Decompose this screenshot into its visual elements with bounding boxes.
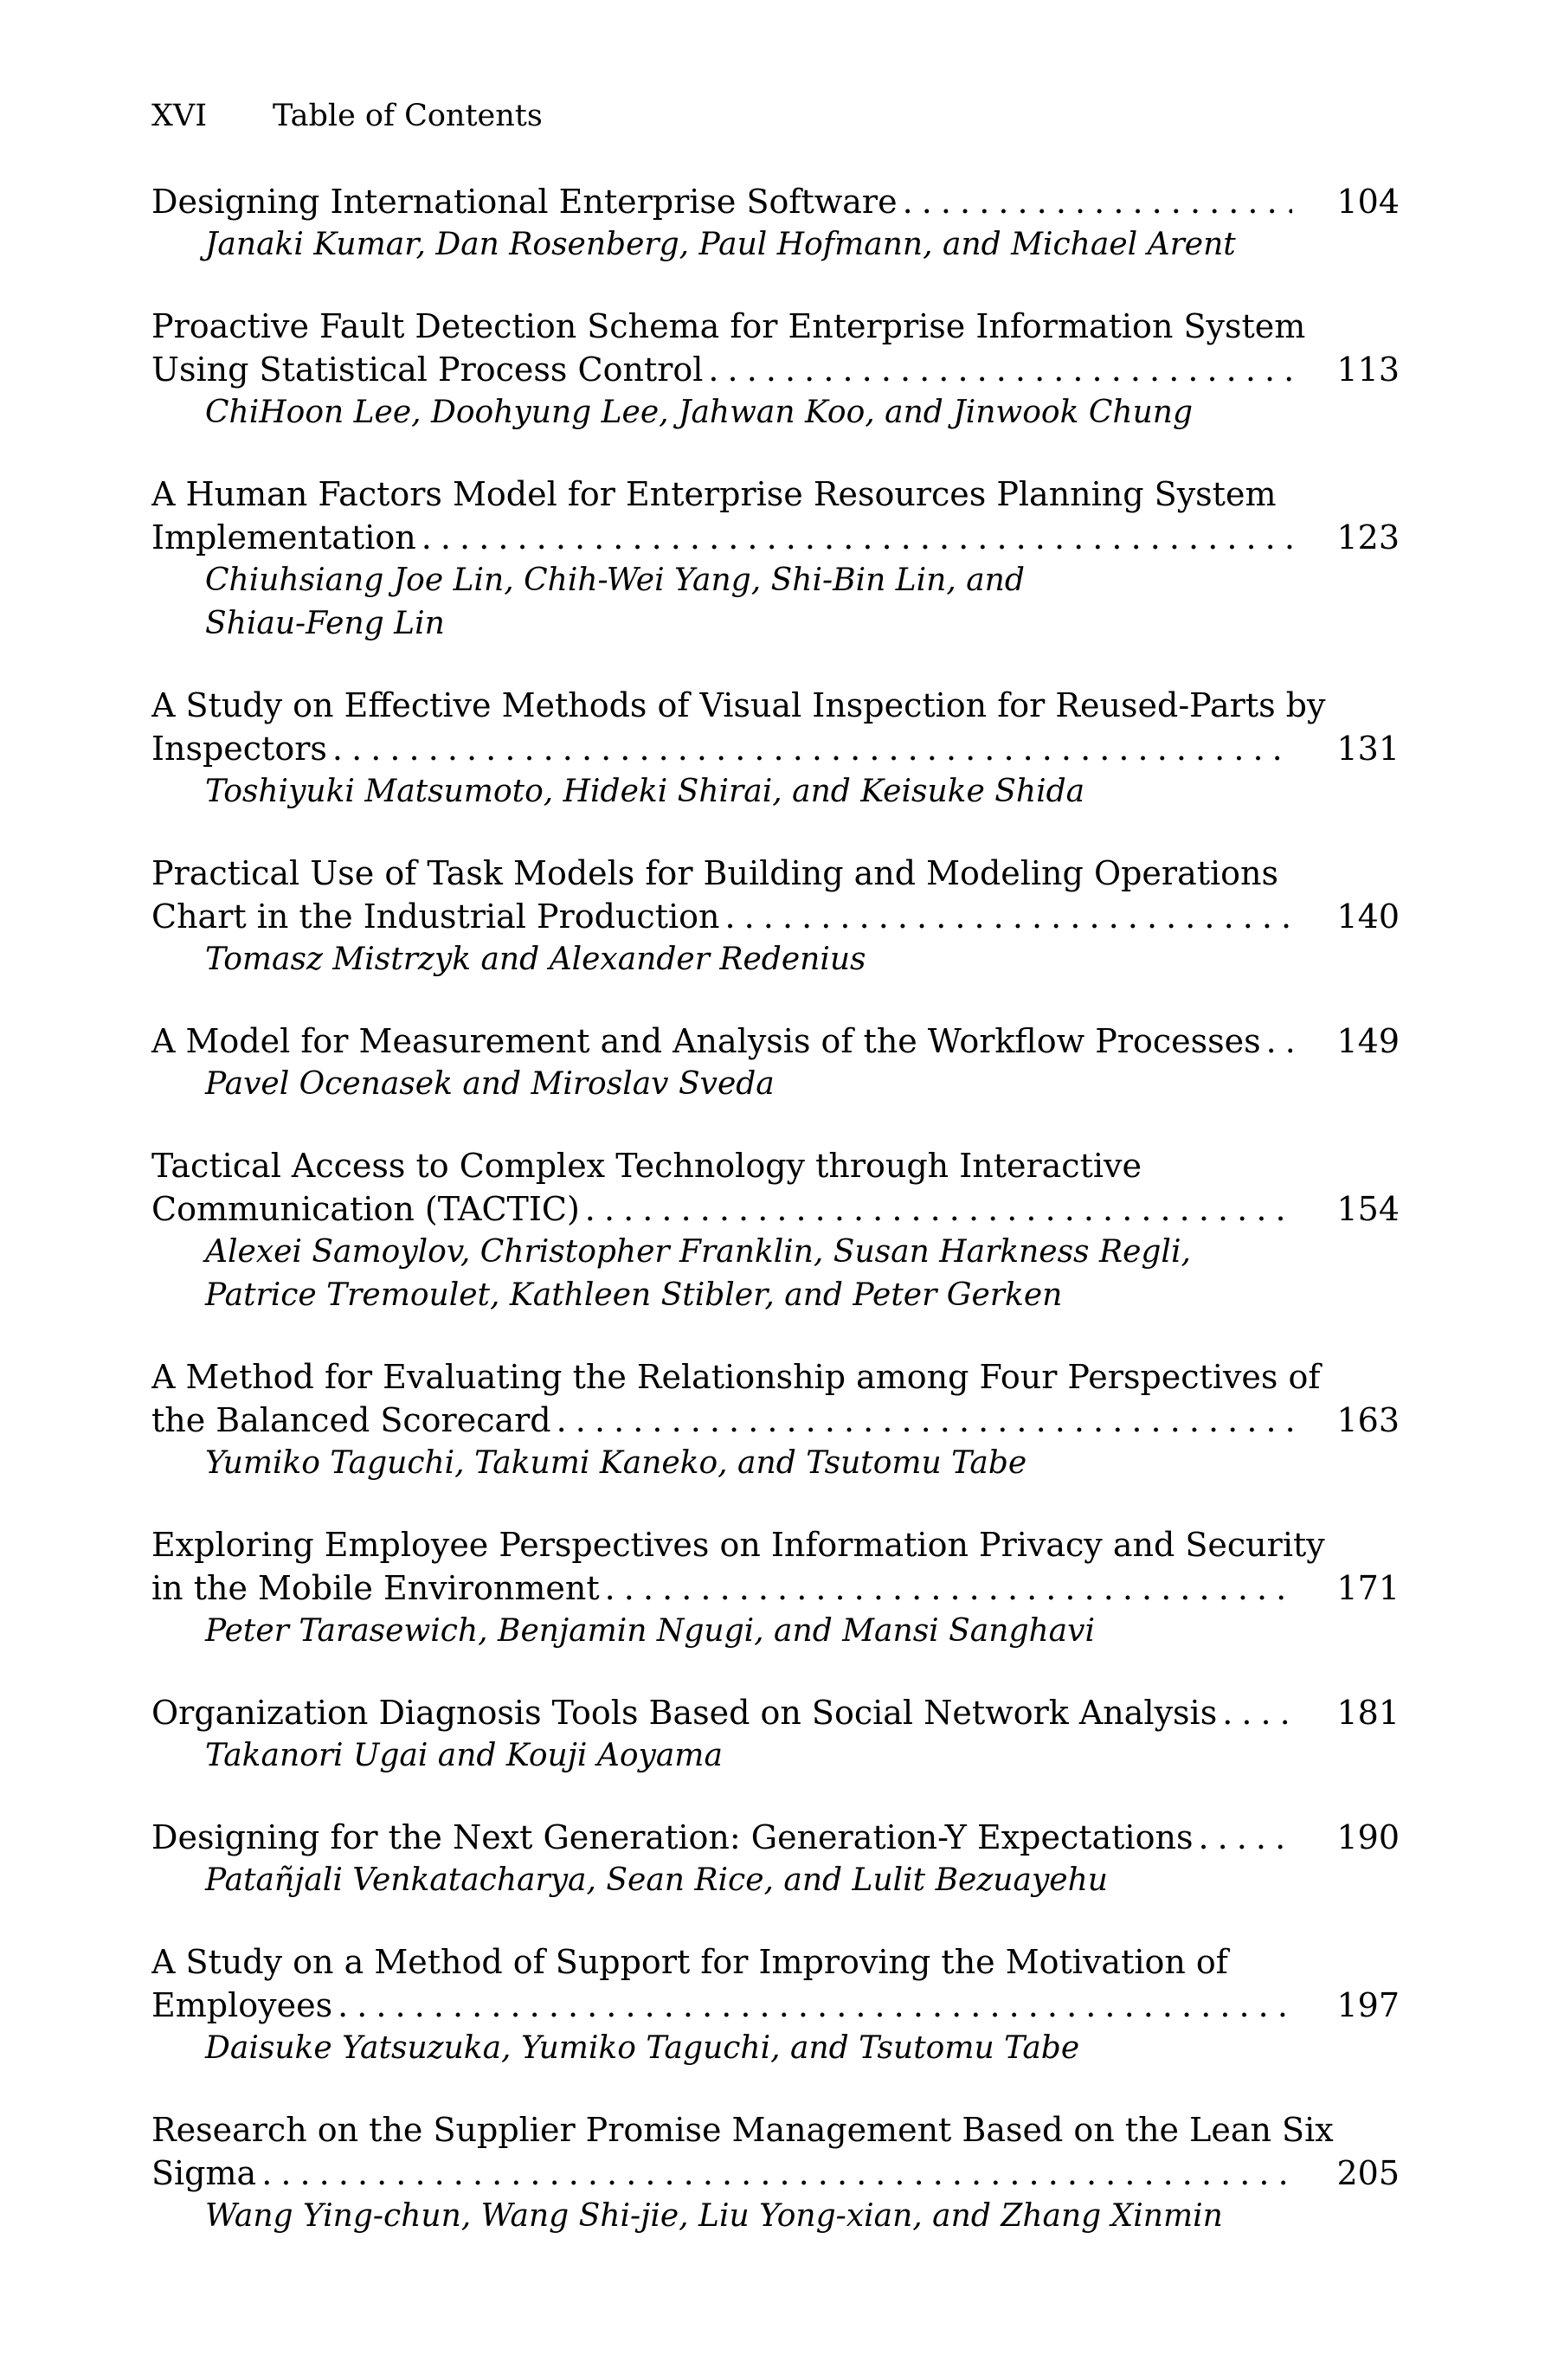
toc-entry-title-line: A Human Factors Model for Enterprise Resources Planning System [151,475,1277,513]
toc-entry-title: Communication (TACTIC) [151,1190,580,1228]
toc-entry [151,473,1400,646]
toc-entry-authors: Toshiyuki Matsumoto, Hideki Shirai, and Keisuke Shida [205,774,1085,809]
toc-entry-title-line: Research on the Supplier Promise Management Based on the Lean Six [151,2111,1334,2149]
toc-entry-authors: Janaki Kumar, Dan Rosenberg, Paul Hofmann, and Michael Arent [205,227,1236,262]
toc-entry-page-number: 113 [1336,351,1400,389]
toc-entry-title: Organization Diagnosis Tools Based on Social Network Analysis [151,1694,1218,1732]
toc-entry-title-line: A Study on a Method of Support for Improving the Motivation of [151,1943,1228,1981]
toc-entry-title: Inspectors [151,730,327,768]
toc-entry-title-line: Tactical Access to Complex Technology through Interactive [151,1147,1142,1185]
dot-leader [422,516,1292,559]
dot-leader [261,2152,1292,2195]
toc-entry-page-number: 131 [1336,730,1400,768]
toc-entry-title-row [151,1984,1400,2027]
toc-entry-title-line: A Method for Evaluating the Relationship among Four Perspectives of [151,1358,1321,1396]
page-folio: XVI [151,99,208,133]
toc-entry [151,180,1400,267]
toc-entry-authors: Chiuhsiang Joe Lin, Chih-Wei Yang, Shi-Bin Lin, and [205,563,1025,598]
toc-entry-title: Designing International Enterprise Software [151,183,898,221]
toc-entry [151,1940,1400,2070]
dot-leader [557,1399,1292,1442]
toc-entry-authors: Yumiko Taguchi, Takumi Kaneko, and Tsutomu Tabe [205,1445,1027,1481]
dot-leader [724,895,1292,938]
toc-entry-title-row [151,1566,1400,1610]
toc-entry-page-number: 149 [1336,1022,1400,1060]
dot-leader [1266,1020,1292,1063]
toc-entry-authors: Pavel Ocenasek and Miroslav Sveda [205,1066,775,1102]
toc-entry [151,1144,1400,1317]
toc-entry-page-number: 190 [1336,1818,1400,1856]
toc-entry [151,1523,1400,1653]
toc-entry-authors: Patrice Tremoulet, Kathleen Stibler, and Peter Gerken [205,1277,1063,1313]
toc-entry-title-row [151,895,1400,938]
toc-entry-page-number: 205 [1336,2154,1400,2192]
toc-entry-title: Chart in the Industrial Production [151,897,720,936]
toc-entry-page-number: 163 [1336,1401,1400,1439]
toc-entry-authors: Patañjali Venkatacharya, Sean Rice, and Lulit Bezuayehu [205,1862,1108,1898]
toc-entry-title: Employees [151,1986,333,2024]
running-head [151,95,543,137]
toc-entry-page-number: 181 [1336,1694,1400,1732]
toc-entry [151,1355,1400,1485]
dot-leader [585,1187,1292,1231]
dot-leader [338,1984,1292,2027]
toc-entry-title-row [151,1691,1400,1734]
toc-entry [151,305,1400,434]
toc-entry-title: the Balanced Scorecard [151,1401,551,1439]
toc-entry-title: Sigma [151,2154,257,2192]
toc-entry-title-line: Practical Use of Task Models for Building and Modeling Operations [151,854,1279,892]
dot-leader [332,727,1292,770]
running-head-title: Table of Contents [273,99,543,133]
toc-entry [151,2108,1400,2238]
toc-entry-authors: Tomasz Mistrzyk and Alexander Redenius [205,942,866,977]
toc-entry-title-row [151,2152,1400,2195]
toc-entry-authors: ChiHoon Lee, Doohyung Lee, Jahwan Koo, and Jinwook Chung [205,395,1193,430]
toc-entry-title-line: Proactive Fault Detection Schema for Enterprise Information System [151,307,1306,345]
toc-entry-authors: Shiau-Feng Lin [205,606,445,641]
toc-entry-authors: Wang Ying-chun, Wang Shi-jie, Liu Yong-xian, and Zhang Xinmin [205,2198,1223,2234]
toc-entry-title-row [151,1187,1400,1231]
toc-entry-page-number: 104 [1336,183,1400,221]
toc-entry-page-number: 154 [1336,1190,1400,1228]
toc-entry [151,1691,1400,1778]
toc-entry [151,684,1400,814]
toc-entry-page-number: 123 [1336,518,1400,556]
dot-leader [903,180,1292,223]
toc-entry-title-row [151,180,1400,223]
toc-entry-title-row [151,727,1400,770]
toc-entry-title-line: Exploring Employee Perspectives on Information Privacy and Security [151,1526,1325,1564]
dot-leader [1222,1691,1292,1734]
toc-entry [151,852,1400,981]
toc-entry-authors: Alexei Samoylov, Christopher Franklin, Susan Harkness Regli, [205,1234,1191,1270]
toc-entry-authors: Peter Tarasewich, Benjamin Ngugi, and Mansi Sanghavi [205,1613,1095,1649]
toc-entry-title: Designing for the Next Generation: Generation-Y Expectations [151,1818,1194,1856]
toc-entry-page-number: 197 [1336,1986,1400,2024]
toc-entry-authors: Daisuke Yatsuzuka, Yumiko Taguchi, and Tsutomu Tabe [205,2030,1080,2066]
toc-entry [151,1020,1400,1106]
toc-entry-title: in the Mobile Environment [151,1569,600,1607]
toc-entry-title: Using Statistical Process Control [151,351,704,389]
dot-leader [708,348,1292,391]
toc-entry-title: Implementation [151,518,416,556]
dot-leader [605,1566,1292,1610]
toc-entry-title-row [151,1020,1400,1063]
toc-entry-title: A Model for Measurement and Analysis of the Workflow Processes [151,1022,1261,1060]
toc-entry-page-number: 171 [1336,1569,1400,1607]
table-of-contents [151,180,1400,2276]
toc-entry-title-row [151,1399,1400,1442]
toc-entry-title-row [151,1816,1400,1859]
toc-entry-title-line: A Study on Effective Methods of Visual Inspection for Reused-Parts by [151,686,1326,724]
toc-entry-title-row [151,516,1400,559]
toc-entry [151,1816,1400,1902]
dot-leader [1198,1816,1292,1859]
toc-entry-title-row [151,348,1400,391]
toc-entry-authors: Takanori Ugai and Kouji Aoyama [205,1738,723,1773]
toc-entry-page-number: 140 [1336,897,1400,936]
